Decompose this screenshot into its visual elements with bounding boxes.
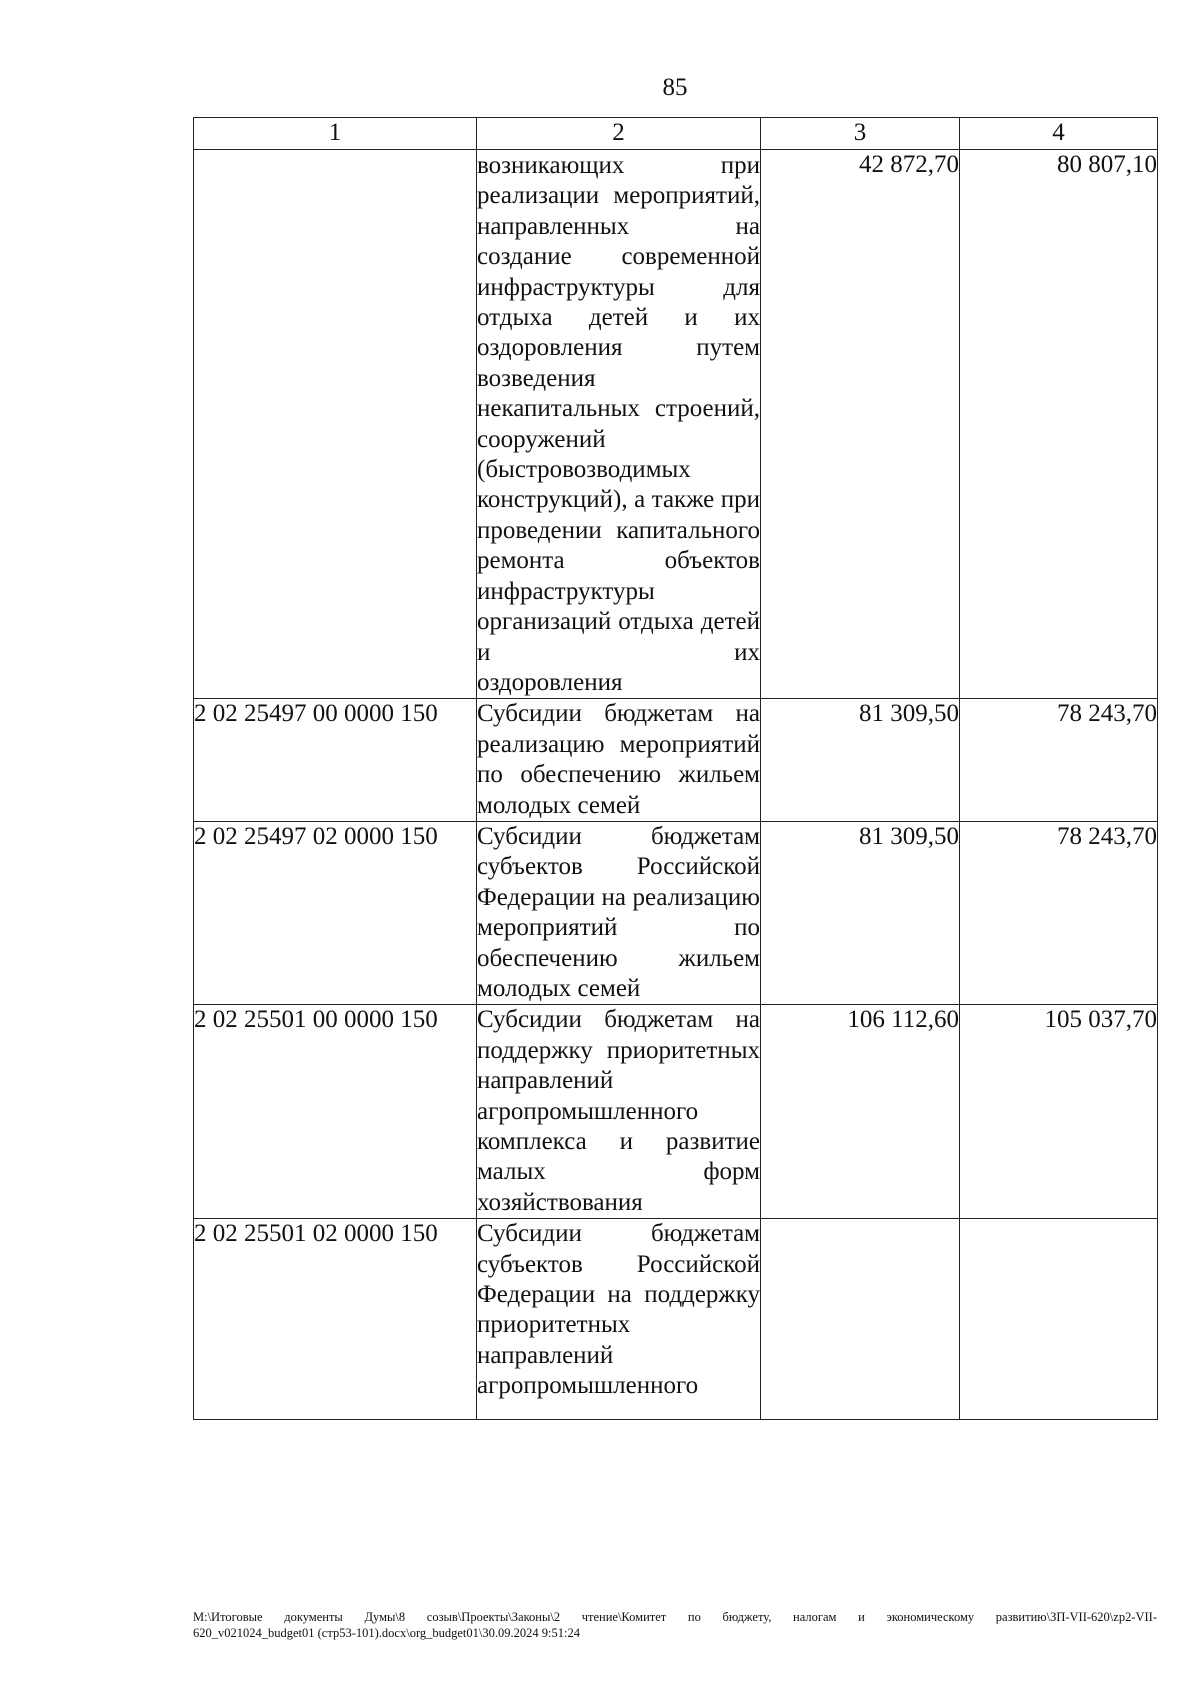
row-description-text: Субсидии бюджетам на реализацию мероприятий по обеспечению жильем (477, 700, 760, 789)
table-row (194, 699, 1158, 822)
row-value-col3: 81 309,50 (761, 699, 960, 822)
row-description-last-line: молодых семей (477, 974, 641, 1002)
table-row (194, 150, 1158, 699)
column-header-3: 3 (761, 118, 960, 150)
row-code: 2 02 25497 00 0000 150 (194, 699, 477, 822)
row-value-col3: 42 872,70 (761, 150, 960, 699)
page-number: 85 (662, 74, 688, 101)
row-description (477, 821, 761, 1004)
row-description-last-line: хозяйствования (477, 1188, 643, 1216)
row-description-text: Субсидии бюджетам на поддержку приоритетных направлений агропромышленного комплекса и развитие малых форм (477, 1006, 760, 1186)
row-code: 2 02 25501 00 0000 150 (194, 1005, 477, 1219)
budget-table (193, 117, 1158, 1420)
row-description-last-line: оздоровления (477, 668, 623, 696)
row-description (477, 1005, 761, 1219)
column-header-4: 4 (960, 118, 1158, 150)
row-description (477, 1219, 761, 1420)
row-code (194, 150, 477, 699)
row-value-col4: 78 243,70 (960, 821, 1158, 1004)
row-description-text: Субсидии бюджетам субъектов Российской Федерации на реализацию мероприятий по обеспечению жильем (477, 822, 760, 972)
table-row (194, 1005, 1158, 1219)
footer-path-line-1: М:\Итоговые документы Думы\8 созыв\Проекты\Законы\2 чтение\Комитет по бюджету, налогам и экономическому развитию\ЗП-VII-620\zp2-VII- (193, 1610, 1157, 1624)
column-header-1: 1 (194, 118, 477, 150)
row-value-col4: 78 243,70 (960, 699, 1158, 822)
footer-path-line-2: 620_v021024_budget01 (стр53-101).docx\org_budget01\30.09.2024 9:51:24 (193, 1626, 580, 1640)
row-description (477, 150, 761, 699)
row-code: 2 02 25497 02 0000 150 (194, 821, 477, 1004)
table-row (194, 1219, 1158, 1420)
row-value-col4 (960, 1219, 1158, 1420)
row-value-col3 (761, 1219, 960, 1420)
document-path-footer (193, 1609, 1157, 1641)
table-row (194, 821, 1158, 1004)
row-value-col4: 80 807,10 (960, 150, 1158, 699)
row-value-col4: 105 037,70 (960, 1005, 1158, 1219)
row-description-last-line: молодых семей (477, 791, 641, 819)
row-value-col3: 106 112,60 (761, 1005, 960, 1219)
row-description-text: возникающих при реализации мероприятий, направленных на создание современной инфраструктуры для отдыха детей и их оздоровления путем возведения некапитальных строений, сооружений (быстровозводимых конструкций), а также при проведении капитального ремонта объектов инфраструктуры организаций отдыха детей и их (477, 152, 760, 666)
row-value-col3: 81 309,50 (761, 821, 960, 1004)
row-code: 2 02 25501 02 0000 150 (194, 1219, 477, 1420)
table-header-row (194, 118, 1158, 150)
column-header-2: 2 (477, 118, 761, 150)
row-description-text: Субсидии бюджетам субъектов Российской Федерации на поддержку приоритетных направлений агропромышленного (477, 1220, 760, 1400)
row-description (477, 699, 761, 822)
